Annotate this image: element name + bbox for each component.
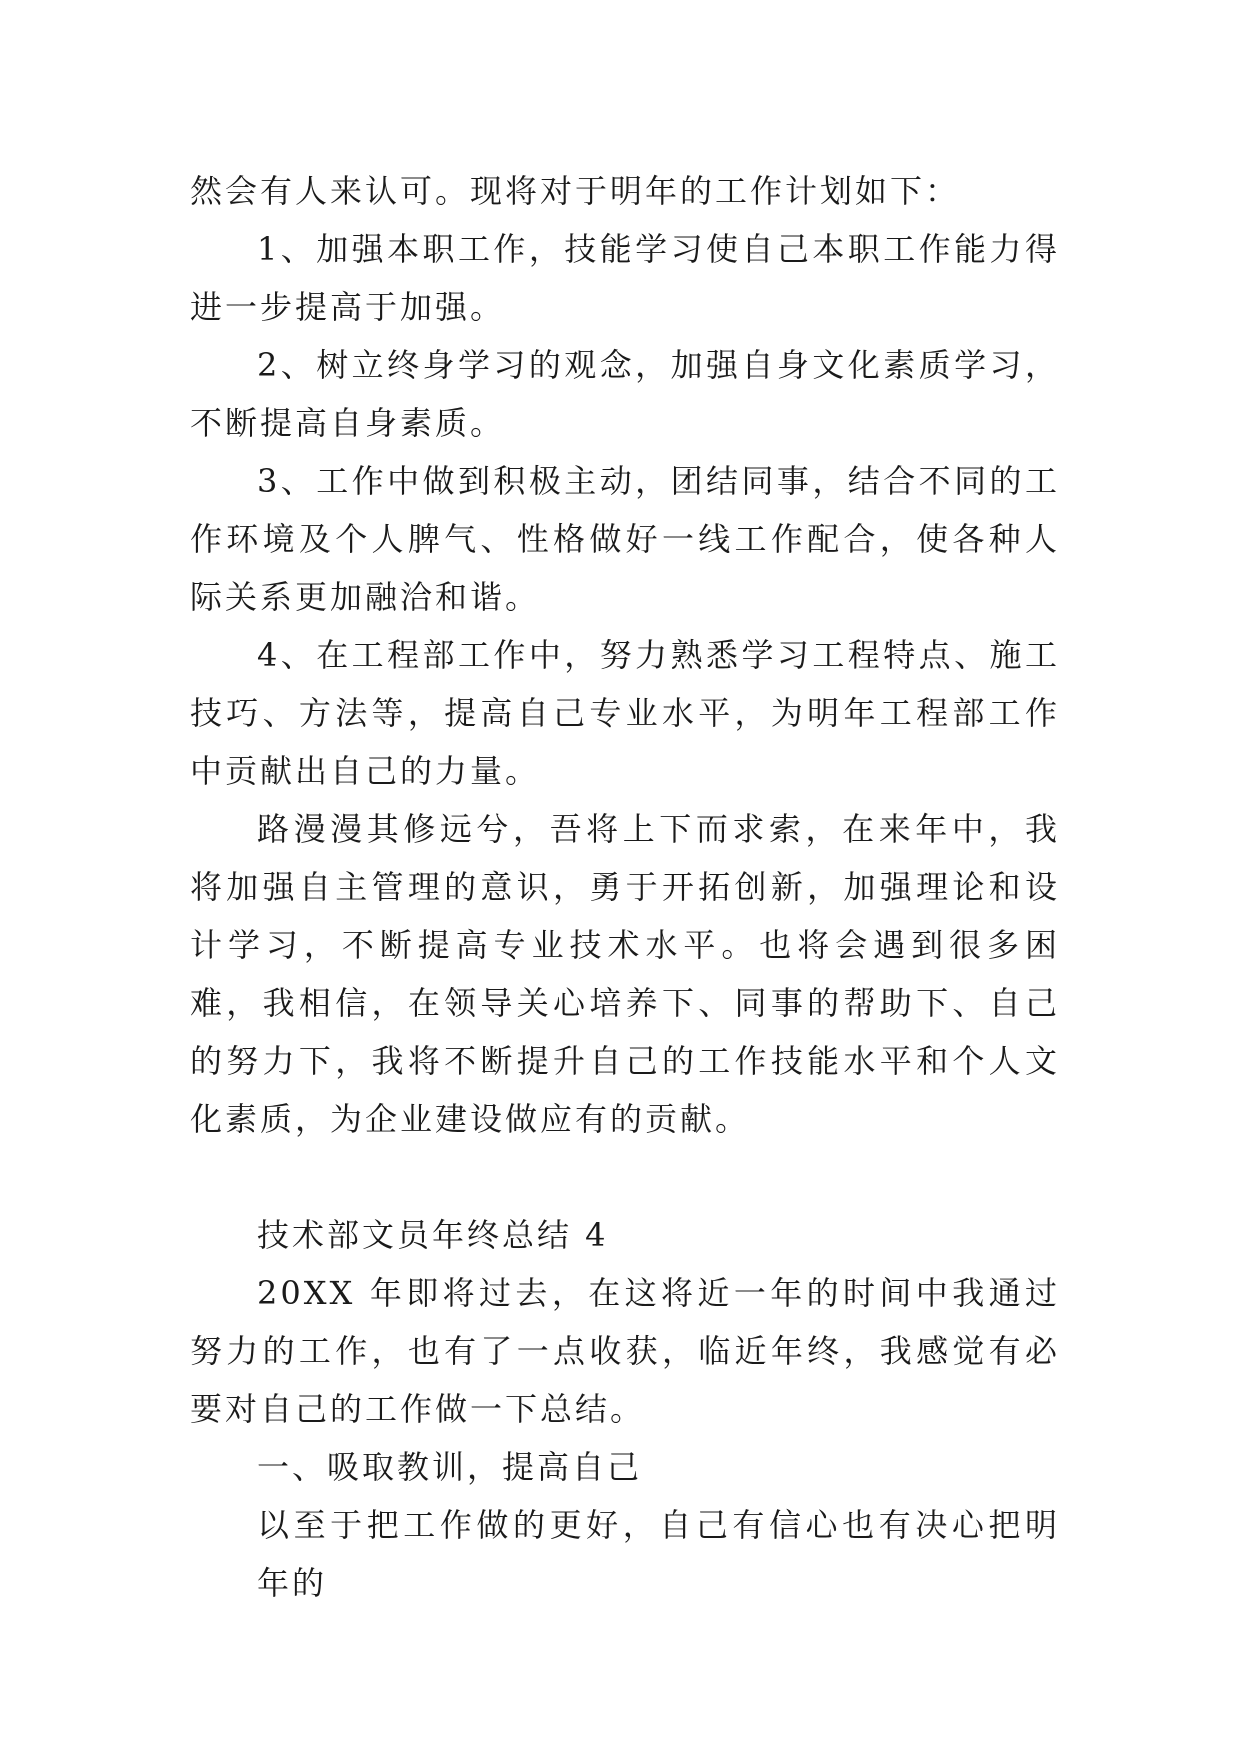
plan-item-1: 1、加强本职工作，技能学习使自己本职工作能力得进一步提高于加强。 <box>190 230 1060 326</box>
plan-item-2: 2、树立终身学习的观念，加强自身文化素质学习，不断提高自身素质。 <box>190 346 1060 442</box>
section-title: 技术部文员年终总结 4 <box>257 1216 609 1254</box>
subheading: 一、吸取教训，提高自己 <box>257 1448 643 1486</box>
plan-item-4: 4、在工程部工作中，努力熟悉学习工程特点、施工技巧、方法等，提高自己专业水平，为明年工程部工作中贡献出自己的力量。 <box>190 636 1060 790</box>
section-gap <box>190 1148 1060 1206</box>
section-intro: 20XX 年即将过去，在这将近一年的时间中我通过努力的工作，也有了一点收获，临近年终，我感觉有必要对自己的工作做一下总结。 <box>190 1274 1060 1428</box>
closing-paragraph: 路漫漫其修远兮，吾将上下而求索，在来年中，我将加强自主管理的意识，勇于开拓创新，加强理论和设计学习，不断提高专业技术水平。也将会遇到很多困难，我相信，在领导关心培养下、同事的帮助下、自己的努力下，我将不断提升自己的工作技能水平和个人文化素质，为企业建设做应有的贡献。 <box>190 810 1060 1138</box>
last-line: 以至于把工作做的更好，自己有信心也有决心把明年的 <box>257 1506 1060 1602</box>
intro-line: 然会有人来认可。现将对于明年的工作计划如下： <box>190 172 961 210</box>
document-body <box>190 162 1060 1612</box>
plan-item-3: 3、工作中做到积极主动，团结同事，结合不同的工作环境及个人脾气、性格做好一线工作配合，使各种人际关系更加融洽和谐。 <box>190 462 1060 616</box>
